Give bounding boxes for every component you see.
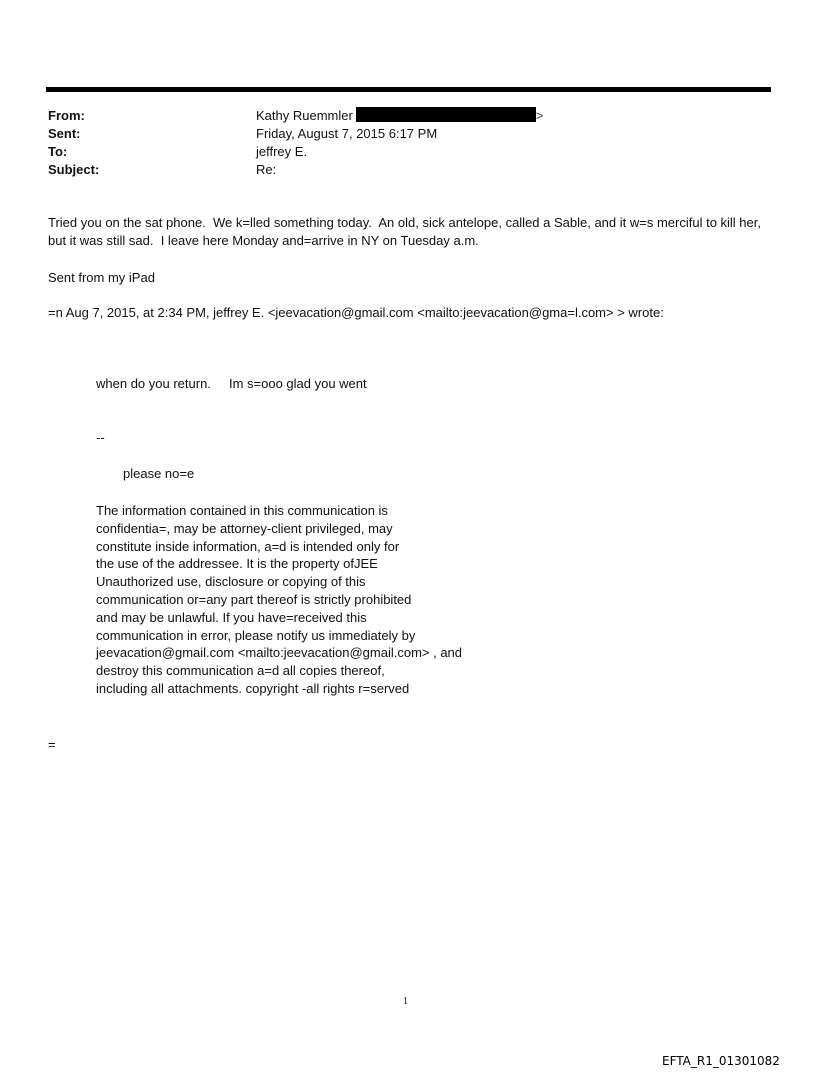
disclaimer-line: and may be unlawful. If you have=received this <box>96 609 367 625</box>
confidentiality-disclaimer <box>96 502 462 698</box>
header-rule <box>46 87 771 92</box>
disclaimer-line: Unauthorized use, disclosure or copying of this <box>96 574 366 590</box>
from-label: From: <box>48 108 85 123</box>
from-value <box>256 107 543 125</box>
from-row <box>48 107 543 125</box>
body-paragraph: Tried you on the sat phone. We k=lled something today. An old, sick antelope, called a Sable, and it w=s merciful to kill her, but it was still sad. I leave here Monday and=arrive in NY on Tuesday a.m. <box>48 215 765 248</box>
sent-from-line: Sent from my iPad <box>48 270 155 285</box>
disclaimer-line: constitute inside information, a=d is intended only for <box>96 538 400 554</box>
disclaimer-line: The information contained in this communication is <box>96 503 388 518</box>
disclaimer-line: jeevacation@gmail.com <mailto:jeevacation@gmail.com> , and <box>96 645 463 661</box>
sent-label: Sent: <box>48 126 81 141</box>
from-name: Kathy Ruemmler <box>256 108 353 123</box>
disclaimer-line: confidentia=, may be attorney-client privileged, may <box>96 520 393 536</box>
original-message-line: =n Aug 7, 2015, at 2:34 PM, jeffrey E. <jeevacation@gmail.com <mailto:jeevacation@gma=l.com> > wrote: <box>48 305 664 320</box>
signature-separator: -- <box>96 430 105 445</box>
subject-value: Re: <box>256 162 277 177</box>
to-label: To: <box>48 144 68 159</box>
quoted-note: please no=e <box>123 466 195 481</box>
from-tail: > <box>535 108 544 123</box>
trailing-equals: = <box>48 737 56 752</box>
bates-number: EFTA_R1_01301082 <box>662 1054 780 1068</box>
disclaimer-line: the use of the addressee. It is the property ofJEE <box>96 556 378 572</box>
sent-value: Friday, August 7, 2015 6:17 PM <box>256 126 438 141</box>
subject-label: Subject: <box>48 162 100 177</box>
page-number: 1 <box>403 996 408 1007</box>
to-row <box>48 143 543 161</box>
quoted-message: when do you return. Im s=ooo glad you went <box>96 376 367 391</box>
redaction-block <box>356 107 536 122</box>
sent-row <box>48 125 543 143</box>
disclaimer-line: communication in error, please notify us immediately by <box>96 627 416 643</box>
disclaimer-line: communication or=any part thereof is strictly prohibited <box>96 591 412 607</box>
email-header <box>48 107 543 179</box>
subject-row <box>48 161 543 179</box>
to-value: jeffrey E. <box>256 144 308 159</box>
message-body <box>48 214 768 250</box>
disclaimer-line: including all attachments. copyright -all rights r=served <box>96 680 410 696</box>
disclaimer-line: destroy this communication a=d all copies thereof, <box>96 663 385 679</box>
